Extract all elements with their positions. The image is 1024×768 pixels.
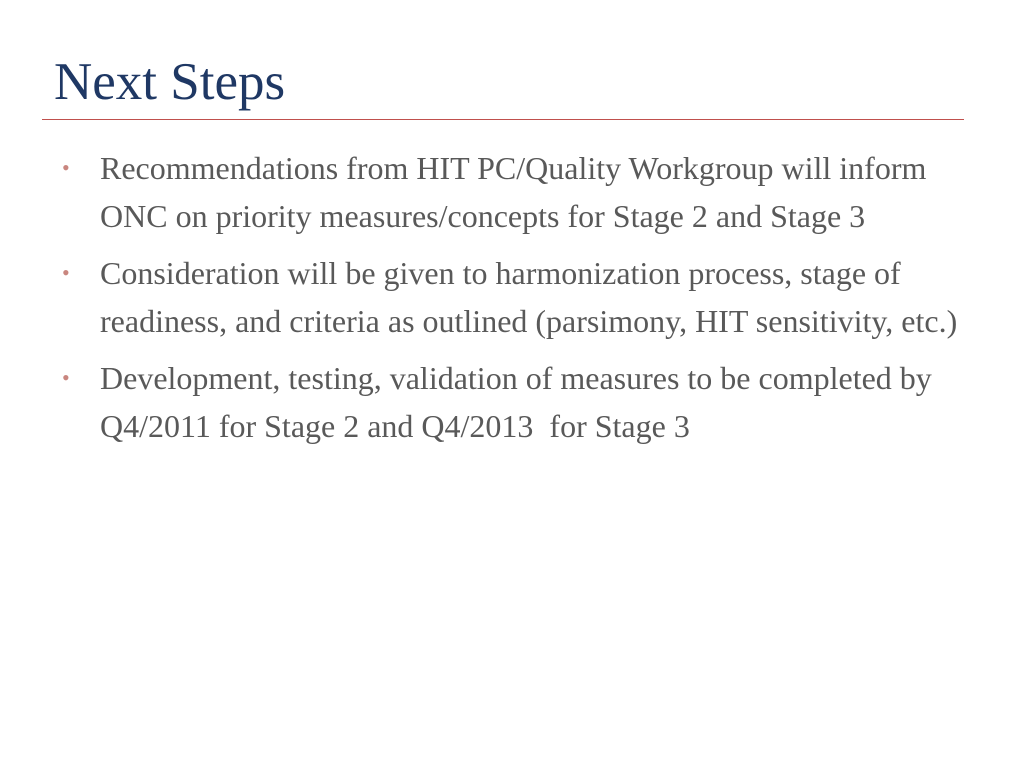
- bullet-dot-icon: •: [62, 365, 70, 390]
- bullet-text: Recommendations from HIT PC/Quality Workgroup will inform ONC on priority measures/concepts for Stage 2 and Stage 3: [100, 150, 935, 234]
- bullet-dot-icon: •: [62, 155, 70, 180]
- bullet-item: [58, 249, 958, 345]
- bullet-list: [58, 144, 958, 459]
- title-divider: [42, 119, 964, 120]
- bullet-item: [58, 354, 958, 450]
- bullet-dot-icon: •: [62, 260, 70, 285]
- slide-title: Next Steps: [54, 53, 286, 111]
- bullet-text: Development, testing, validation of measures to be completed by Q4/2011 for Stage 2 and Q4/2013 for Stage 3: [100, 360, 940, 444]
- bullet-text: Consideration will be given to harmonization process, stage of readiness, and criteria as outlined (parsimony, HIT sensitivity, etc.): [100, 255, 958, 339]
- bullet-item: [58, 144, 958, 240]
